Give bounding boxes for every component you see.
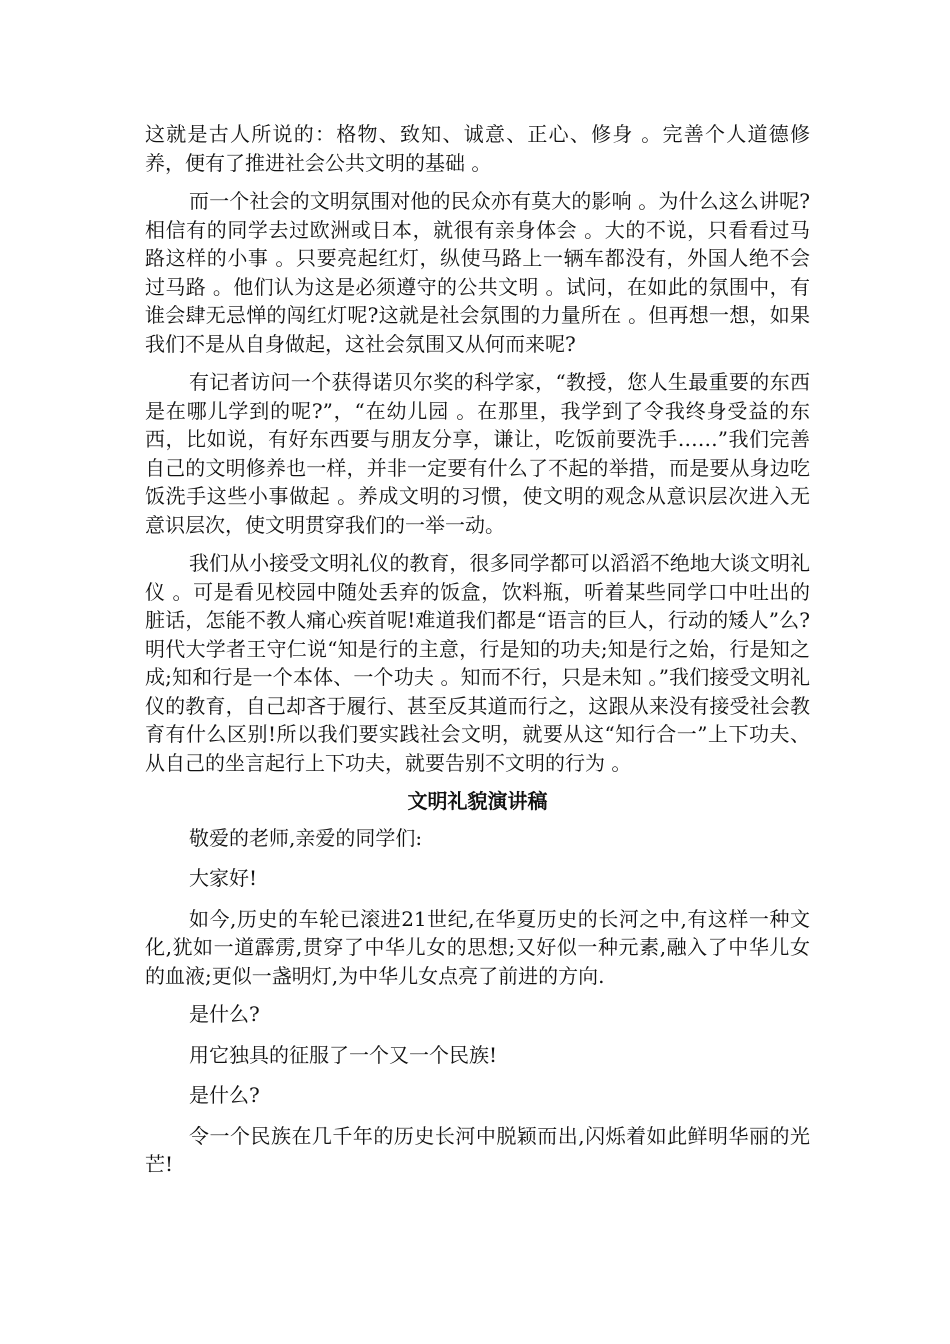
greeting: 大家好! bbox=[189, 866, 258, 890]
salutation: 敬爱的老师,亲爱的同学们: bbox=[189, 825, 423, 850]
paragraph: 有记者访问一个获得诺贝尔奖的科学家，“教授，您人生最重要的东西是在哪儿学到的呢?”，“在幼儿园 。在那里，我学到了令我终身受益的东西，比如说，有好东西要与朋友分享，谦让，吃饭前要洗手……”我们完善自己的文明修养也一样，并非一定要有什么了不起的举措，而是要从身边吃饭洗手这些小事做起 。养成文明的习惯，使文明的观念从意识层次进入无意识层次，使文明贯穿我们的一举一动。 bbox=[145, 370, 810, 537]
paragraph: 是什么? bbox=[189, 1002, 260, 1026]
paragraph: 是什么? bbox=[189, 1083, 260, 1107]
paragraph: 而一个社会的文明氛围对他的民众亦有莫大的影响 。为什么这么讲呢?相信有的同学去过欧洲或日本，就很有亲身体会 。大的不说，只看看过马路这样的小事 。只要亮起红灯，纵使马路上一辆车都没有，外国人绝不会过马路 。他们认为这是必须遵守的公共文明 。试问，在如此的氛围中，有谁会肆无忌惮的闯红灯呢?这就是社会氛围的力量所在 。但再想一想，如果我们不是从自身做起，这社会氛围又从何而来呢? bbox=[145, 189, 810, 356]
paragraph: 这就是古人所说的：格物、致知、诚意、正心、修身 。完善个人道德修养，便有了推进社会公共文明的基础 。 bbox=[145, 122, 810, 175]
section-title: 文明礼貌演讲稿 bbox=[407, 789, 548, 813]
document-page bbox=[145, 120, 810, 1189]
paragraph: 我们从小接受文明礼仪的教育，很多同学都可以滔滔不绝地大谈文明礼仪 。可是看见校园中随处丢弃的饭盒，饮料瓶，听着某些同学口中吐出的脏话，怎能不教人痛心疾首呢!难道我们都是“语言的巨人，行动的矮人”么?明代大学者王守仁说“知是行的主意，行是知的功夫;知是行之始，行是知之成;知和行是一个本体、一个功夫 。知而不行，只是未知 。”我们接受文明礼仪的教育，自己却吝于履行、甚至反其道而行之，这跟从来没有接受社会教育有什么区别!所以我们要实践社会文明，就要从这“知行合一”上下功夫、从自己的坐言起行上下功夫，就要告别不文明的行为 。 bbox=[145, 551, 810, 775]
paragraph: 如今,历史的车轮已滚进21世纪,在华夏历史的长河之中,有这样一种文化,犹如一道霹雳,贯穿了中华儿女的思想;又好似一种元素,融入了中华儿女的血液;更似一盏明灯,为中华儿女点亮了前进的方向. bbox=[145, 906, 810, 988]
paragraph: 令一个民族在几千年的历史长河中脱颖而出,闪烁着如此鲜明华丽的光芒! bbox=[145, 1123, 810, 1176]
paragraph: 用它独具的征服了一个又一个民族! bbox=[189, 1042, 498, 1067]
